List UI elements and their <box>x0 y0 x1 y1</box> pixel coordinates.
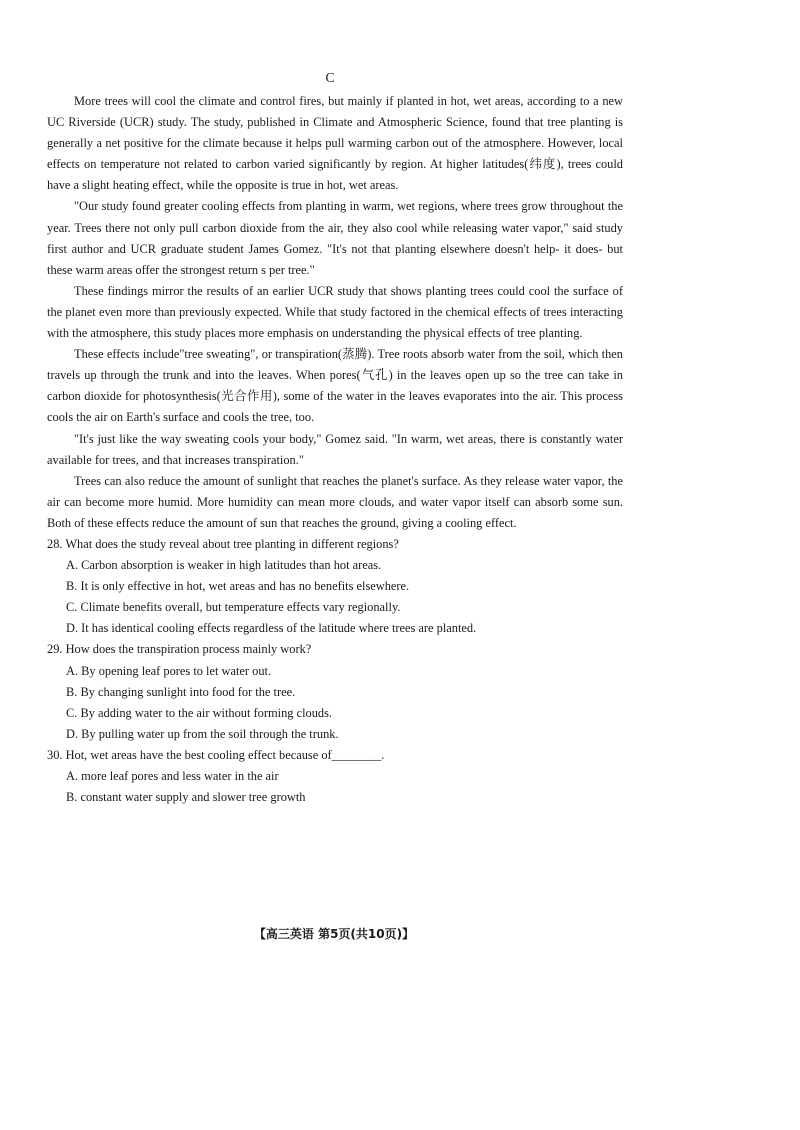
question-stem: 28. What does the study reveal about tree planting in different regions? <box>47 536 399 551</box>
question-28 <box>47 534 623 639</box>
paragraph-2: "Our study found greater cooling effects from planting in warm, wet regions, where trees grow throughout the year. Trees there not only pull carbon dioxide from the air, they also cool while releasing water vapor," said study first author and UCR graduate student James Gomez. "It's not that planting elsewhere doesn't help- it does- but these warm areas offer the strongest return s per tree." <box>47 199 623 277</box>
option-a: A. By opening leaf pores to let water out. <box>66 663 272 678</box>
option-d: D. It has identical cooling effects regardless of the latitude where trees are planted. <box>66 621 477 636</box>
paragraph-1: More trees will cool the climate and control fires, but mainly if planted in hot, wet areas, according to a new UC Riverside (UCR) study. The study, published in Climate and Atmospheric Science, found that tree planting is generally a net positive for the climate because it helps pull warming carbon out of the atmosphere. However, local effects on temperature not related to carbon varied significantly by region. At higher latitudes(纬度), trees could have a slight heating effect, while the opposite is true in hot, wet areas. <box>47 94 623 193</box>
option-d: D. By pulling water up from the soil through the trunk. <box>66 726 339 741</box>
option-b: B. By changing sunlight into food for the tree. <box>66 684 296 699</box>
option-c: C. By adding water to the air without forming clouds. <box>66 705 333 720</box>
question-29 <box>47 639 623 744</box>
paragraph-3: These findings mirror the results of an earlier UCR study that shows planting trees could cool the surface of the planet even more than previously expected. While that study factored in the chemical effects of trees interacting with the atmosphere, this study places more emphasis on understanding the physical effects of tree planting. <box>47 283 623 341</box>
paragraph-5: "It's just like the way sweating cools your body," Gomez said. "In warm, wet areas, there is constantly water available for trees, and that increases transpiration." <box>47 431 623 467</box>
option-c: C. Climate benefits overall, but temperature effects vary regionally. <box>66 600 401 615</box>
question-30 <box>47 745 623 808</box>
question-stem: 29. How does the transpiration process mainly work? <box>47 642 312 657</box>
question-stem: 30. Hot, wet areas have the best cooling effect because of________. <box>47 747 385 762</box>
paragraph-4: These effects include"tree sweating", or transpiration(蒸腾). Tree roots absorb water from the soil, which then travels up through the trunk and into the leaves. When pores(气孔) in the leaves open up so the tree can take in carbon dioxide for photosynthesis(光合作用), some of the water in the leaves evaporates into the air. This process cools the air on Earth's surface and cools the tree, too. <box>47 347 623 425</box>
option-b: B. constant water supply and slower tree growth <box>66 790 306 805</box>
passage-content <box>47 91 623 808</box>
page-footer: 【高三英语 第5页(共10页)】 <box>253 927 415 941</box>
section-letter: C <box>325 70 335 85</box>
option-a: A. Carbon absorption is weaker in high latitudes than hot areas. <box>66 558 382 573</box>
paragraph-6: Trees can also reduce the amount of sunlight that reaches the planet's surface. As they release water vapor, the air can become more humid. More humidity can mean more clouds, and water vapor itself can absorb some sun. Both of these effects reduce the amount of sun that reaches the ground, giving a cooling effect. <box>47 473 623 530</box>
option-a: A. more leaf pores and less water in the air <box>66 769 279 783</box>
option-b: B. It is only effective in hot, wet areas and has no benefits elsewhere. <box>66 579 410 594</box>
